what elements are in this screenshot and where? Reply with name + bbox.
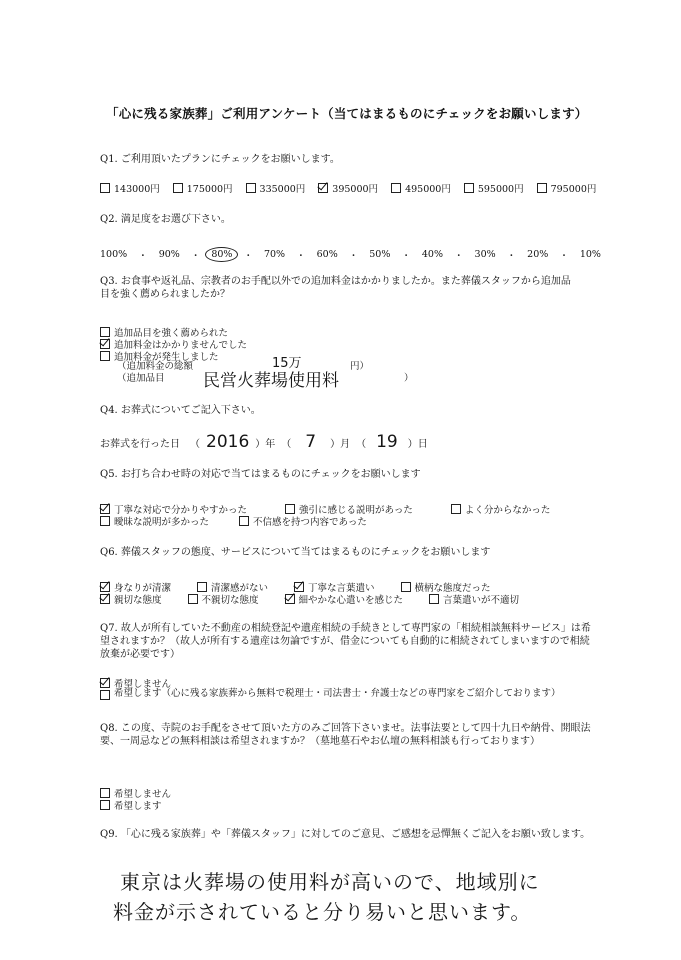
q7-question: Q7. 故人が所有していた不動産の相続登記や遺産相続の手続きとして専門家の「相続相談無料サービス」は希望されますか？（故人が所有する遺産は勿論ですが、借金についても自動的に相続されてしまいますので相続放棄が必要です） (100, 623, 591, 660)
checkbox[interactable] (391, 183, 401, 193)
q3-question: Q3. お食事や返礼品、宗教者のお手配以外での追加料金はかかりましたか。また葬儀スタッフから追加品目を強く薦められましたか？ (100, 276, 571, 300)
checkbox-checked[interactable] (318, 183, 328, 193)
q6-row-2 (100, 592, 532, 606)
q5-option-pushy[interactable]: 強引に感じる説明があった (285, 502, 413, 516)
q8-option-no[interactable]: 希望しません (100, 786, 171, 800)
q1-option-495000[interactable]: 495000円 (391, 181, 451, 195)
q9-answer-line-2[interactable]: 料金が示されていると分り易いと思います。 (113, 900, 532, 924)
q1-question: Q1. ご利用頂いたプランにチェックをお願いします。 (100, 154, 340, 165)
q2-option-10[interactable]: 10% (579, 249, 601, 260)
q2-option-50[interactable]: 50% (369, 249, 391, 260)
checkbox[interactable] (173, 183, 183, 193)
q6-option-unkind[interactable]: 不親切な態度 (188, 592, 259, 606)
q9-question: Q9. 「心に残る家族葬」や「葬儀スタッフ」に対してのご意見、ご感想を忌憚無くご記入をお願い致します。 (100, 829, 591, 840)
checkbox[interactable] (537, 183, 547, 193)
checkbox[interactable] (197, 582, 207, 592)
q6-question: Q6. 葬儀スタッフの態度、サービスについて当てはまるものにチェックをお願いします (100, 547, 491, 558)
q3-option-1[interactable]: 追加品目を強く薦められた (100, 325, 228, 339)
q4-month-unit: 月 (340, 439, 351, 450)
q7-option-no[interactable]: 希望しません (100, 676, 171, 690)
checkbox[interactable] (401, 582, 411, 592)
q3-items-close: ） (404, 373, 414, 384)
q5-row-2 (100, 514, 380, 528)
q4-date-label: お葬式を行った日 (100, 439, 180, 450)
q6-option-arrogant[interactable]: 横柄な態度だった (401, 580, 491, 594)
checkbox[interactable] (285, 504, 295, 514)
checkbox[interactable] (239, 516, 249, 526)
checkbox[interactable] (100, 516, 110, 526)
q2-option-100[interactable]: 100% (100, 249, 128, 260)
q2-option-90[interactable]: 90% (158, 249, 180, 260)
q5-question: Q5. お打ち合わせ時の対応で当てはまるものにチェックをお願いします (100, 469, 421, 480)
q3-amount-unit: 円） (350, 361, 370, 372)
q4-year-value[interactable]: 2016 (206, 432, 250, 452)
checkbox[interactable] (100, 800, 110, 810)
q6-option-improper-speech[interactable]: 言葉遣いが不適切 (429, 592, 519, 606)
q8-question: Q8. この度、寺院のお手配をさせて頂いた方のみご回答下さいませ。法事法要として四十九日や納骨、開眼法要、一周忌などの無料相談は希望されますか？（墓地墓石やお仏壇の無料相談も行っております） (100, 723, 591, 747)
page-title: 「心に残る家族葬」ご利用アンケート（当てはまるものにチェックをお願いします） (106, 106, 588, 121)
q2-option-60[interactable]: 60% (316, 249, 338, 260)
q2-option-30[interactable]: 30% (474, 249, 496, 260)
q5-option-distrust[interactable]: 不信感を持つ内容であった (239, 514, 367, 528)
q9-answer-line-1[interactable]: 東京は火葬場の使用料が高いので、地域別に (120, 870, 540, 894)
checkbox[interactable] (100, 183, 110, 193)
checkbox[interactable] (429, 594, 439, 604)
q5-option-clear[interactable]: 丁寧な対応で分かりやすかった (100, 502, 247, 516)
checkbox-checked[interactable] (100, 594, 110, 604)
checkbox[interactable] (188, 594, 198, 604)
q2-question: Q2. 満足度をお選び下さい。 (100, 214, 231, 225)
q6-option-attentive[interactable]: 細やかな心遣いを感じた (285, 592, 404, 606)
checkbox[interactable] (100, 351, 110, 361)
q4-question: Q4. お葬式についてご記入下さい。 (100, 405, 261, 416)
q4-month-value[interactable]: 7 (305, 432, 317, 452)
q6-option-clean[interactable]: 身なりが清潔 (100, 580, 171, 594)
q1-option-595000[interactable]: 595000円 (464, 181, 524, 195)
q2-option-40[interactable]: 40% (421, 249, 444, 260)
q1-option-395000[interactable]: 395000円 (318, 181, 378, 195)
q4-day-unit: 日 (417, 439, 428, 450)
q2-scale: 100% ・ 90% ・ 80% ・ 70% ・ 60% ・ 50% ・ 40% ・ 30% ・ 20% ・ 10% (100, 249, 601, 262)
q2-option-20[interactable]: 20% (527, 249, 549, 260)
checkbox[interactable] (100, 788, 110, 798)
q3-items-label: （追加品目 (117, 373, 165, 384)
q1-option-335000[interactable]: 335000円 (246, 181, 306, 195)
q5-option-unclear[interactable]: よく分からなかった (451, 502, 551, 516)
checkbox[interactable] (451, 504, 461, 514)
q3-option-2[interactable]: 追加料金はかかりませんでした (100, 337, 247, 351)
checkbox-checked[interactable] (100, 678, 110, 688)
q2-option-70[interactable]: 70% (263, 249, 286, 260)
checkbox[interactable] (100, 690, 110, 700)
q4-year-unit: 年 (265, 439, 276, 450)
checkbox-checked[interactable] (100, 339, 110, 349)
q3-amount-label: （追加料金の総額 (117, 361, 194, 372)
checkbox[interactable] (464, 183, 474, 193)
q3-amount-value[interactable]: 15万 (272, 356, 302, 371)
q2-option-80-selected[interactable]: 80% (205, 247, 238, 262)
q6-option-kind[interactable]: 親切な態度 (100, 592, 162, 606)
q8-option-yes[interactable]: 希望します (100, 798, 162, 812)
q7-option-yes[interactable]: 希望します（心に残る家族葬から無料で税理士・司法書士・弁護士などの専門家をご紹介しております） (100, 688, 592, 700)
q5-option-vague[interactable]: 曖昧な説明が多かった (100, 514, 209, 528)
q1-option-795000[interactable]: 795000円 (537, 181, 597, 195)
checkbox-checked[interactable] (100, 504, 110, 514)
q1-options (100, 181, 609, 195)
q4-date-row: お葬式を行った日 （ 2016 ） 年 （ 7 ） 月 （ 19 ） 日 (100, 432, 428, 452)
q3-option-3[interactable]: 追加料金が発生しました (100, 349, 219, 363)
q3-items-value[interactable]: 民営火葬場使用料 (203, 371, 339, 391)
checkbox-checked[interactable] (285, 594, 295, 604)
q4-day-value[interactable]: 19 (376, 432, 398, 452)
q6-option-polite-speech[interactable]: 丁寧な言葉遣い (294, 580, 375, 594)
q6-option-unclean[interactable]: 清潔感がない (197, 580, 268, 594)
checkbox-checked[interactable] (294, 582, 304, 592)
q1-option-175000[interactable]: 175000円 (173, 181, 233, 195)
checkbox[interactable] (246, 183, 256, 193)
q1-option-143000[interactable]: 143000円 (100, 181, 160, 195)
